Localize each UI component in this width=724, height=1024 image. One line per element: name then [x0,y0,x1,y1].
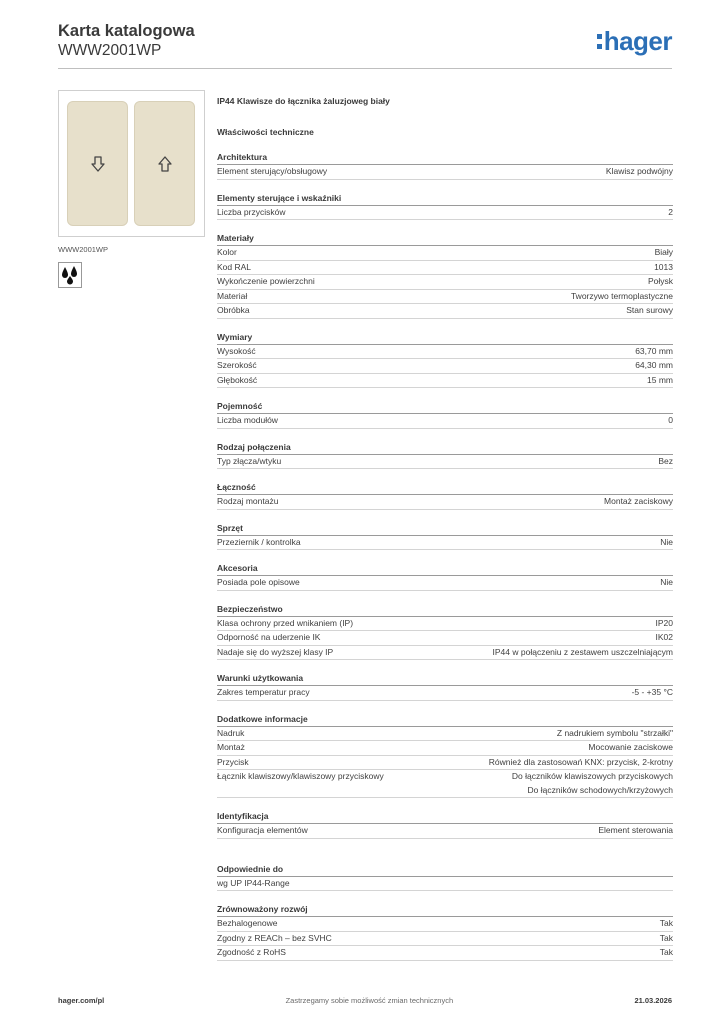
spec-label: Rodzaj montażu [217,496,279,506]
spec-row [217,206,673,221]
spec-value: Również dla zastosowań KNX: przycisk, 2-krotny [488,756,673,767]
section-title: Architektura [217,151,673,165]
section-title: Warunki użytkowania [217,672,673,686]
spec-value: Mocowanie zaciskowe [588,742,673,752]
spec-section [217,810,673,839]
spec-section [217,603,673,661]
spec-value: Element sterowania [598,825,673,835]
spec-row [217,946,673,961]
spec-label: Konfiguracja elementów [217,825,308,835]
spec-row [217,686,673,701]
footer-note: Zastrzegamy sobie możliwość zmian technicznych [285,996,454,1005]
spec-section [217,863,673,892]
spec-value: Z nadrukiem symbolu "strzałki" [556,727,673,738]
product-image [58,90,205,237]
spec-value: 15 mm [647,374,673,385]
spec-label: wg UP IP44-Range [217,877,290,888]
spec-label: Obróbka [217,305,250,315]
spec-row [217,770,673,798]
spec-label: Element sterujący/obsługowy [217,166,328,176]
spec-label: Liczba przycisków [217,206,286,217]
spec-value: Tworzywo termoplastyczne [570,290,673,301]
spec-label: Typ złącza/wtyku [217,455,282,466]
spec-row [217,631,673,646]
spec-section [217,713,673,799]
spec-row [217,877,673,892]
arrow-up-icon [157,155,173,173]
spec-row [217,374,673,389]
spec-label: Materiał [217,290,248,301]
spec-value: Nie [660,577,673,587]
spec-row [217,304,673,319]
spec-label: Montaż [217,742,245,752]
spec-row [217,576,673,591]
header-divider [58,68,672,69]
spec-label: Przeziernik / kontrolka [217,536,301,547]
spec-value: Połysk [647,276,673,286]
spec-section [217,400,673,429]
spec-value: 64,30 mm [635,360,673,370]
section-title: Identyfikacja [217,810,673,824]
spec-section [217,672,673,701]
section-title: Sprzęt [217,522,673,536]
spec-value: Tak [659,947,673,957]
spec-section [217,441,673,470]
section-title: Akcesoria [217,562,673,576]
spec-value: Bez [658,455,673,466]
section-title: Odpowiednie do [217,863,673,877]
spec-label: Nadruk [217,727,245,738]
section-title: Pojemność [217,400,673,414]
spec-section [217,232,673,319]
product-image-caption: WWW2001WP [58,245,109,254]
spec-label: Szerokość [217,360,257,370]
spec-row [217,290,673,305]
spec-label: Łącznik klawiszowy/klawiszowy przyciskowy [217,771,384,781]
section-title: Łączność [217,481,673,495]
spec-sections [217,151,673,961]
spec-value: Tak [659,918,673,928]
rocker-right [134,101,195,226]
spec-label: Klasa ochrony przed wnikaniem (IP) [217,617,354,628]
spec-row [217,275,673,290]
spec-label: Odporność na uderzenie IK [217,632,321,642]
spec-row [217,261,673,276]
spec-value: 63,70 mm [635,345,673,356]
spec-row [217,917,673,932]
document-title: Karta katalogowa [58,22,195,40]
spec-content [217,94,673,961]
spec-row [217,727,673,742]
spec-row [217,617,673,632]
spec-section [217,151,673,180]
spec-value: IP44 w połączeniu z zestawem uszczelniającym [492,646,673,657]
footer-date: 21.03.2026 [634,996,672,1005]
spec-row [217,646,673,661]
spec-row [217,932,673,947]
section-title: Dodatkowe informacje [217,713,673,727]
document-code: WWW2001WP [58,42,162,59]
spec-value: Montaż zaciskowy [604,496,673,506]
footer-site: hager.com/pl [58,996,105,1005]
spec-row [217,345,673,360]
hager-logo [597,26,672,57]
spec-section [217,481,673,510]
spec-row [217,165,673,180]
technical-properties-title: Właściwości techniczne [217,127,314,137]
spec-row [217,824,673,839]
spec-label: Nadaje się do wyższej klasy IP [217,646,334,657]
logo-text: hager [603,26,672,56]
spec-value: Klawisz podwójny [605,166,673,176]
spec-label: Kolor [217,247,237,257]
spec-label: Zgodny z REACh – bez SVHC [217,932,332,943]
spec-section [217,562,673,591]
section-title: Materiały [217,232,673,246]
spec-row [217,359,673,374]
section-title: Bezpieczeństwo [217,603,673,617]
spec-label: Liczba modułów [217,415,278,425]
spec-section [217,331,673,389]
water-drops-icon [58,262,82,288]
spec-value: IP20 [655,617,673,628]
spec-label: Bezhalogenowe [217,918,278,928]
section-title: Zrównoważony rozwój [217,903,673,917]
spec-section [217,522,673,551]
rocker-left [67,101,128,226]
spec-row [217,455,673,470]
spec-label: Posiada pole opisowe [217,577,300,587]
page-footer [58,996,672,1005]
spec-label: Głębokość [217,374,258,385]
arrow-down-icon [90,155,106,173]
spec-value: IK02 [655,632,673,642]
spec-section [217,903,673,961]
spec-label: Zakres temperatur pracy [217,687,310,697]
section-title: Elementy sterujące i wskaźniki [217,192,673,206]
spec-row [217,414,673,429]
spec-value: Do łączników klawiszowych przyciskowych Do łączników schodowych/krzyżowych [511,771,673,795]
spec-value: 0 [668,415,673,425]
section-title: Wymiary [217,331,673,345]
spec-row [217,495,673,510]
spec-value: -5 - +35 °C [631,687,673,697]
spec-value: 1013 [654,261,673,272]
spec-value: Stan surowy [626,305,673,315]
spec-value: 2 [668,206,673,217]
document-header [58,22,195,60]
spec-row [217,756,673,771]
section-title: Rodzaj połączenia [217,441,673,455]
spec-label: Wykończenie powierzchni [217,276,315,286]
spec-row [217,246,673,261]
spec-value: Tak [659,932,673,943]
spec-section [217,192,673,221]
product-name: IP44 Klawisze do łącznika żaluzjoweg biały [217,96,390,106]
spec-value: Biały [654,247,673,257]
spec-row [217,536,673,551]
spec-label: Kod RAL [217,261,252,272]
logo-dots-icon [597,34,602,49]
spec-label: Przycisk [217,756,249,767]
spec-label: Wysokość [217,345,256,356]
spec-row [217,741,673,756]
spec-value: Nie [660,536,673,547]
spec-label: Zgodność z RoHS [217,947,286,957]
